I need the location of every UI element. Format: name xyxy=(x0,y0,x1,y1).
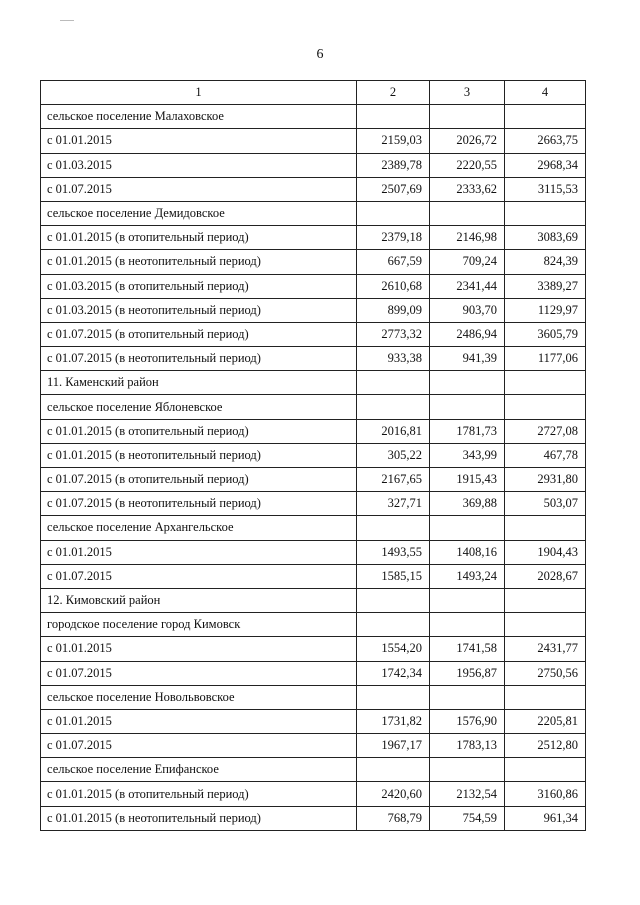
value-cell xyxy=(505,588,586,612)
value-cell: 1781,73 xyxy=(430,419,505,443)
value-cell xyxy=(430,105,505,129)
table-row xyxy=(41,443,586,467)
value-cell: 2931,80 xyxy=(505,468,586,492)
row-label: с 01.03.2015 xyxy=(41,153,357,177)
value-cell: 1904,43 xyxy=(505,540,586,564)
table-row xyxy=(41,419,586,443)
row-label: с 01.03.2015 (в отопительный период) xyxy=(41,274,357,298)
table-row xyxy=(41,226,586,250)
value-cell xyxy=(357,613,430,637)
column-header: 2 xyxy=(357,81,430,105)
table-row xyxy=(41,734,586,758)
column-header: 3 xyxy=(430,81,505,105)
table-row xyxy=(41,516,586,540)
value-cell: 2146,98 xyxy=(430,226,505,250)
row-label: сельское поселение Яблоневское xyxy=(41,395,357,419)
value-cell: 3115,53 xyxy=(505,177,586,201)
value-cell: 1956,87 xyxy=(430,661,505,685)
row-label: с 01.07.2015 xyxy=(41,734,357,758)
table-row xyxy=(41,250,586,274)
row-label: с 01.01.2015 xyxy=(41,709,357,733)
scan-artifact-mark xyxy=(60,20,74,21)
value-cell: 1731,82 xyxy=(357,709,430,733)
value-cell xyxy=(430,588,505,612)
row-label: сельское поселение Епифанское xyxy=(41,758,357,782)
value-cell xyxy=(505,395,586,419)
table-body xyxy=(41,105,586,831)
row-label: с 01.07.2015 (в отопительный период) xyxy=(41,468,357,492)
value-cell: 768,79 xyxy=(357,806,430,830)
table-row xyxy=(41,274,586,298)
table-row xyxy=(41,540,586,564)
table-row xyxy=(41,588,586,612)
row-label: с 01.07.2015 (в неотопительный период) xyxy=(41,347,357,371)
value-cell: 327,71 xyxy=(357,492,430,516)
value-cell xyxy=(430,516,505,540)
row-label: сельское поселение Демидовское xyxy=(41,201,357,225)
value-cell: 2341,44 xyxy=(430,274,505,298)
tariff-table xyxy=(40,80,586,831)
value-cell xyxy=(505,371,586,395)
table-row xyxy=(41,782,586,806)
value-cell xyxy=(357,105,430,129)
value-cell: 1576,90 xyxy=(430,709,505,733)
value-cell: 2159,03 xyxy=(357,129,430,153)
table-row xyxy=(41,758,586,782)
value-cell: 1741,58 xyxy=(430,637,505,661)
row-label: сельское поселение Архангельское xyxy=(41,516,357,540)
value-cell: 3389,27 xyxy=(505,274,586,298)
value-cell: 1177,06 xyxy=(505,347,586,371)
row-label: сельское поселение Новольвовское xyxy=(41,685,357,709)
value-cell: 1408,16 xyxy=(430,540,505,564)
value-cell: 709,24 xyxy=(430,250,505,274)
value-cell: 503,07 xyxy=(505,492,586,516)
table-row xyxy=(41,177,586,201)
value-cell: 2016,81 xyxy=(357,419,430,443)
value-cell: 2167,65 xyxy=(357,468,430,492)
value-cell: 2431,77 xyxy=(505,637,586,661)
value-cell xyxy=(430,685,505,709)
value-cell xyxy=(430,201,505,225)
value-cell xyxy=(505,685,586,709)
table-row xyxy=(41,371,586,395)
row-label: с 01.01.2015 xyxy=(41,540,357,564)
value-cell xyxy=(430,613,505,637)
row-label: с 01.01.2015 (в неотопительный период) xyxy=(41,443,357,467)
value-cell: 933,38 xyxy=(357,347,430,371)
value-cell xyxy=(357,685,430,709)
value-cell xyxy=(357,395,430,419)
value-cell: 343,99 xyxy=(430,443,505,467)
row-label: с 01.01.2015 (в отопительный период) xyxy=(41,782,357,806)
page-number: 6 xyxy=(316,47,324,62)
value-cell: 3160,86 xyxy=(505,782,586,806)
value-cell: 2420,60 xyxy=(357,782,430,806)
value-cell xyxy=(357,588,430,612)
value-cell xyxy=(505,201,586,225)
value-cell xyxy=(430,395,505,419)
row-label: с 01.01.2015 xyxy=(41,129,357,153)
column-header: 4 xyxy=(505,81,586,105)
value-cell: 754,59 xyxy=(430,806,505,830)
value-cell: 305,22 xyxy=(357,443,430,467)
value-cell: 3605,79 xyxy=(505,322,586,346)
value-cell: 2026,72 xyxy=(430,129,505,153)
value-cell: 2968,34 xyxy=(505,153,586,177)
table-row xyxy=(41,685,586,709)
value-cell: 1783,13 xyxy=(430,734,505,758)
table-row xyxy=(41,564,586,588)
row-label: с 01.01.2015 (в неотопительный период) xyxy=(41,250,357,274)
table-row xyxy=(41,661,586,685)
value-cell: 903,70 xyxy=(430,298,505,322)
value-cell xyxy=(430,758,505,782)
value-cell: 1915,43 xyxy=(430,468,505,492)
table-row xyxy=(41,201,586,225)
table-header-row xyxy=(41,81,586,105)
row-label: с 01.03.2015 (в неотопительный период) xyxy=(41,298,357,322)
value-cell xyxy=(357,516,430,540)
row-label: с 01.07.2015 (в отопительный период) xyxy=(41,322,357,346)
row-label: с 01.01.2015 (в отопительный период) xyxy=(41,419,357,443)
value-cell xyxy=(505,758,586,782)
row-label: с 01.01.2015 (в отопительный период) xyxy=(41,226,357,250)
table-row xyxy=(41,347,586,371)
value-cell: 2773,32 xyxy=(357,322,430,346)
table-row xyxy=(41,709,586,733)
row-label: 11. Каменский район xyxy=(41,371,357,395)
table-row xyxy=(41,129,586,153)
value-cell: 1585,15 xyxy=(357,564,430,588)
value-cell: 1493,24 xyxy=(430,564,505,588)
value-cell: 2132,54 xyxy=(430,782,505,806)
value-cell: 1967,17 xyxy=(357,734,430,758)
value-cell: 2727,08 xyxy=(505,419,586,443)
value-cell xyxy=(505,613,586,637)
row-label: сельское поселение Малаховское xyxy=(41,105,357,129)
value-cell xyxy=(357,371,430,395)
value-cell: 2389,78 xyxy=(357,153,430,177)
value-cell: 2220,55 xyxy=(430,153,505,177)
value-cell: 1554,20 xyxy=(357,637,430,661)
value-cell: 1493,55 xyxy=(357,540,430,564)
value-cell: 1129,97 xyxy=(505,298,586,322)
value-cell: 2379,18 xyxy=(357,226,430,250)
table-row xyxy=(41,468,586,492)
row-label: с 01.01.2015 (в неотопительный период) xyxy=(41,806,357,830)
value-cell: 2028,67 xyxy=(505,564,586,588)
value-cell: 2486,94 xyxy=(430,322,505,346)
table-row xyxy=(41,153,586,177)
value-cell: 3083,69 xyxy=(505,226,586,250)
value-cell: 2333,62 xyxy=(430,177,505,201)
value-cell: 961,34 xyxy=(505,806,586,830)
row-label: с 01.07.2015 xyxy=(41,661,357,685)
table-row xyxy=(41,322,586,346)
value-cell xyxy=(357,201,430,225)
value-cell: 369,88 xyxy=(430,492,505,516)
value-cell: 941,39 xyxy=(430,347,505,371)
value-cell: 899,09 xyxy=(357,298,430,322)
row-label: с 01.07.2015 (в неотопительный период) xyxy=(41,492,357,516)
row-label: 12. Кимовский район xyxy=(41,588,357,612)
value-cell: 2512,80 xyxy=(505,734,586,758)
value-cell xyxy=(505,516,586,540)
value-cell: 2750,56 xyxy=(505,661,586,685)
row-label: городское поселение город Кимовск xyxy=(41,613,357,637)
row-label: с 01.07.2015 xyxy=(41,177,357,201)
column-header: 1 xyxy=(41,81,357,105)
table-row xyxy=(41,298,586,322)
value-cell: 1742,34 xyxy=(357,661,430,685)
value-cell xyxy=(430,371,505,395)
value-cell: 2610,68 xyxy=(357,274,430,298)
table-row xyxy=(41,806,586,830)
value-cell: 2507,69 xyxy=(357,177,430,201)
table-row xyxy=(41,613,586,637)
table-row xyxy=(41,637,586,661)
table-row xyxy=(41,395,586,419)
row-label: с 01.07.2015 xyxy=(41,564,357,588)
value-cell: 2205,81 xyxy=(505,709,586,733)
value-cell: 467,78 xyxy=(505,443,586,467)
value-cell: 2663,75 xyxy=(505,129,586,153)
row-label: с 01.01.2015 xyxy=(41,637,357,661)
value-cell: 824,39 xyxy=(505,250,586,274)
table-row xyxy=(41,492,586,516)
value-cell: 667,59 xyxy=(357,250,430,274)
value-cell xyxy=(505,105,586,129)
table-row xyxy=(41,105,586,129)
value-cell xyxy=(357,758,430,782)
